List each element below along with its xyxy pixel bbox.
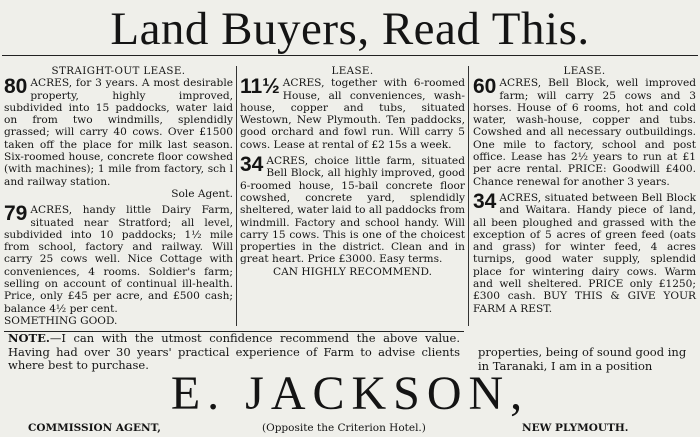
listing-80-acres [4,77,233,200]
column-divider [468,66,469,326]
listing-text: ACRES, for 3 years. A most desirable property, highly improved, subdivided into 15 paddocks, water laid on from two windmills, splendidly grassed; will carry 40 cows. Over £1500 taken off the place for milk last season. Six-roomed house, concrete floor cowshed (with machines); 1 mile from factory, sch l and railway station. [4,77,233,188]
listing-79-acres [4,204,233,327]
agent-note-continued: properties, being of sound good ing in Taranaki, I am in a position [478,345,687,373]
footer-address: (Opposite the Criterion Hotel.) [262,422,426,434]
listing-signoff: Sole Agent. [171,187,233,200]
listing-11-acres [240,77,465,151]
listing-text: ACRES, Bell Block, well improved farm; will carry 25 cows and 3 horses. House of 6 rooms, hot and cold water, wash-house, copper and tubs. Cowshed and all necessary outbuildings. One mile to factory, school and post office. Lease has 2½ years to run at £1 per acre rental. PRICE: Goodwill £400. Chance renewal for another 3 years. [473,77,696,188]
footer-town: NEW PLYMOUTH. [522,422,629,434]
listing-text: ACRES, together with 6-roomed House, all conveniences, wash-house, copper and tubs, situated Westown, New Plymouth. Ten paddocks, good orchard and fowl run. Will carry 5 cows. Lease at rental of £2 15s a week. [240,77,465,151]
acreage-number: 60 [473,75,497,99]
column-straight-out-lease [4,65,233,331]
column-lease-right [473,65,696,319]
column-divider [236,66,237,326]
listing-60-acres [473,77,696,188]
acreage-number: 11½ [240,75,280,99]
listing-34-acres-bell-block [240,155,465,278]
acreage-number: 79 [4,202,28,226]
listing-tagline: CAN HIGHLY RECOMMEND. [273,265,432,278]
listing-text: ACRES, choice little farm, situated Bell Block, all highly improved, good 6-roomed house, 15-bail concrete floor cowshed, concrete yard, splendidly sheltered, water laid to all paddocks from windmill. Factory and school handy. Will carry 15 cows. This is one of the choicest properties in the district. Clean and in great heart. Price £3000. Easy terms. [240,155,465,266]
note-text: —I can with the utmost confidence recommend the above value. Having had over 30 years' practical experience of Farm to advise clients where best to purchase. [8,331,460,372]
acreage-number: 34 [240,153,264,177]
column-header: LEASE. [563,65,606,77]
acreage-number: 34 [473,189,497,213]
column-lease-middle [240,65,465,282]
note-lead: NOTE. [8,331,50,345]
listing-text: ACRES, situated between Bell Block and Waitara. Handy piece of land, all been ploughed and grassed with the exception of 5 acres of green feed (oats and grass) for winter feed, 4 acres turnips, good water supply, splendid place for wintering dairy cows. Warm and well sheltered. PRICE only £1250; £300 cash. BUY THIS & GIVE YOUR FARM A REST. [473,191,696,315]
acreage-number: 80 [4,75,28,99]
footer-occupation: COMMISSION AGENT, [28,422,161,434]
agent-signature: E. JACKSON, [170,367,530,420]
listing-34-acres-waitara [473,189,696,315]
column-header: STRAIGHT-OUT LEASE. [51,65,186,77]
title-rule [2,55,698,56]
listing-tagline: SOMETHING GOOD. [4,314,118,327]
listing-text: ACRES, handy little Dairy Farm, situated near Stratford; all level, subdivided into 10 paddocks; 1½ mile from school, factory and railway. Will carry 25 cows well. Nice Cottage with conveniences, 4 rooms. Soldier's farm; selling on account of continual ill-health. Price, only £45 per acre, and £500 cash; balance 4½ per cent. [4,204,233,315]
advert-title: Land Buyers, Read This. [110,3,590,55]
column-header: LEASE. [331,65,374,77]
